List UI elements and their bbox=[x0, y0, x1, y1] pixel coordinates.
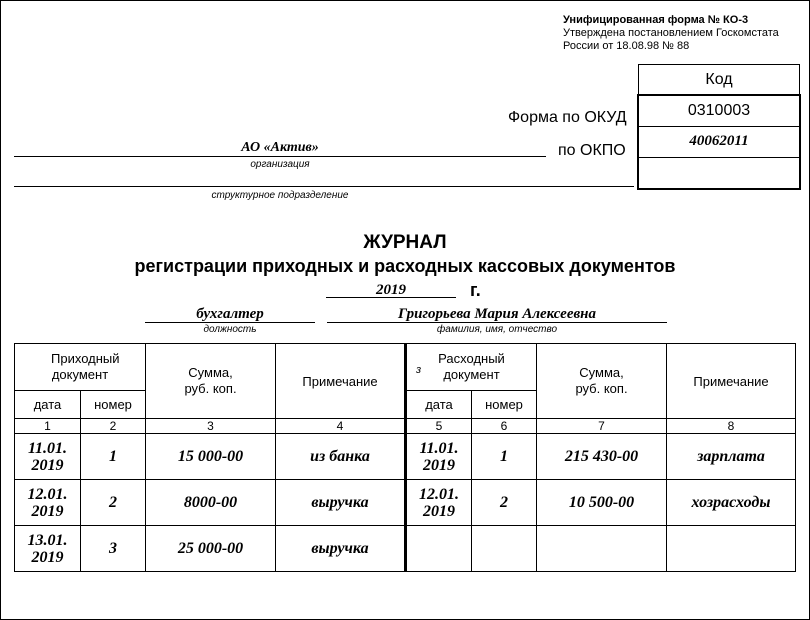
okud-value: 0310003 bbox=[639, 96, 799, 127]
expense-amount: 10 500-00 bbox=[537, 480, 667, 526]
form-approved: Утверждена постановлением Госкомстата bbox=[563, 27, 779, 39]
expense-number: 1 bbox=[472, 434, 537, 480]
year-line bbox=[326, 297, 456, 298]
form-header bbox=[563, 14, 779, 53]
name-caption: фамилия, имя, отчество bbox=[436, 324, 558, 335]
code-box bbox=[637, 94, 801, 190]
income-amount: 25 000-00 bbox=[146, 526, 276, 572]
col-number: 3 bbox=[146, 419, 276, 434]
income-doc-header: Приходный документ bbox=[15, 344, 146, 391]
position-caption: должность bbox=[203, 324, 257, 335]
person-name: Григорьева Мария Алексеевна bbox=[397, 306, 597, 322]
code-empty-cell bbox=[639, 158, 799, 188]
col-number: 4 bbox=[276, 419, 406, 434]
expense-doc-header: з Расходный документ bbox=[406, 344, 537, 391]
income-amount: 8000-00 bbox=[146, 480, 276, 526]
name-line bbox=[327, 322, 667, 323]
col-number: 7 bbox=[537, 419, 667, 434]
okpo-value: 40062011 bbox=[639, 127, 799, 158]
income-number: 3 bbox=[81, 526, 146, 572]
income-note: выручка bbox=[276, 526, 406, 572]
journal-title: ЖУРНАЛ bbox=[363, 232, 447, 253]
table-row bbox=[15, 434, 796, 480]
col-number: 8 bbox=[667, 419, 796, 434]
expense-mark: з bbox=[416, 364, 422, 376]
expense-amount bbox=[537, 526, 667, 572]
position-value: бухгалтер bbox=[196, 306, 264, 322]
expense-note bbox=[667, 526, 796, 572]
expense-date-header: дата bbox=[406, 391, 472, 419]
expense-number bbox=[472, 526, 537, 572]
expense-amount-header: Сумма, руб. коп. bbox=[537, 344, 667, 419]
division-line bbox=[14, 186, 634, 187]
journal-year: 2019 bbox=[376, 282, 406, 298]
position-line bbox=[145, 322, 315, 323]
code-header: Код bbox=[638, 64, 800, 96]
col-number: 2 bbox=[81, 419, 146, 434]
organization-line bbox=[14, 156, 546, 157]
income-date: 11.01. 2019 bbox=[27, 439, 68, 474]
year-suffix: г. bbox=[470, 280, 481, 300]
expense-number: 2 bbox=[472, 480, 537, 526]
okud-label: Форма по ОКУД bbox=[508, 109, 627, 126]
col-number: 6 bbox=[472, 419, 537, 434]
organization-caption: организация bbox=[250, 159, 310, 170]
expense-note-header: Примечание bbox=[667, 344, 796, 419]
expense-number-header: номер bbox=[472, 391, 537, 419]
expense-note: зарплата bbox=[667, 434, 796, 480]
form-date-ref: России от 18.08.98 № 88 bbox=[563, 40, 690, 52]
organization-name: АО «Актив» bbox=[241, 140, 319, 155]
income-date: 12.01. 2019 bbox=[27, 485, 68, 520]
income-note: из банка bbox=[276, 434, 406, 480]
table-row bbox=[15, 480, 796, 526]
income-date: 13.01. 2019 bbox=[27, 531, 68, 566]
journal-table bbox=[14, 343, 796, 572]
expense-date: 11.01. 2019 bbox=[419, 439, 459, 474]
col-number: 1 bbox=[15, 419, 81, 434]
okpo-label: по ОКПО bbox=[558, 142, 626, 159]
expense-note: хозрасходы bbox=[667, 480, 796, 526]
journal-subtitle: регистрации приходных и расходных кассовых документов bbox=[134, 256, 676, 276]
income-amount: 15 000-00 bbox=[146, 434, 276, 480]
income-number: 2 bbox=[81, 480, 146, 526]
form-title: Унифицированная форма № КО-3 bbox=[563, 14, 749, 26]
income-note-header: Примечание bbox=[276, 344, 406, 419]
income-number-header: номер bbox=[81, 391, 146, 419]
income-date-header: дата bbox=[15, 391, 81, 419]
income-amount-header: Сумма, руб. коп. bbox=[146, 344, 276, 419]
expense-amount: 215 430-00 bbox=[537, 434, 667, 480]
table-row bbox=[15, 526, 796, 572]
expense-date: 12.01. 2019 bbox=[419, 485, 459, 520]
income-note: выручка bbox=[276, 480, 406, 526]
division-caption: структурное подразделение bbox=[211, 190, 349, 201]
income-number: 1 bbox=[81, 434, 146, 480]
col-number: 5 bbox=[406, 419, 472, 434]
